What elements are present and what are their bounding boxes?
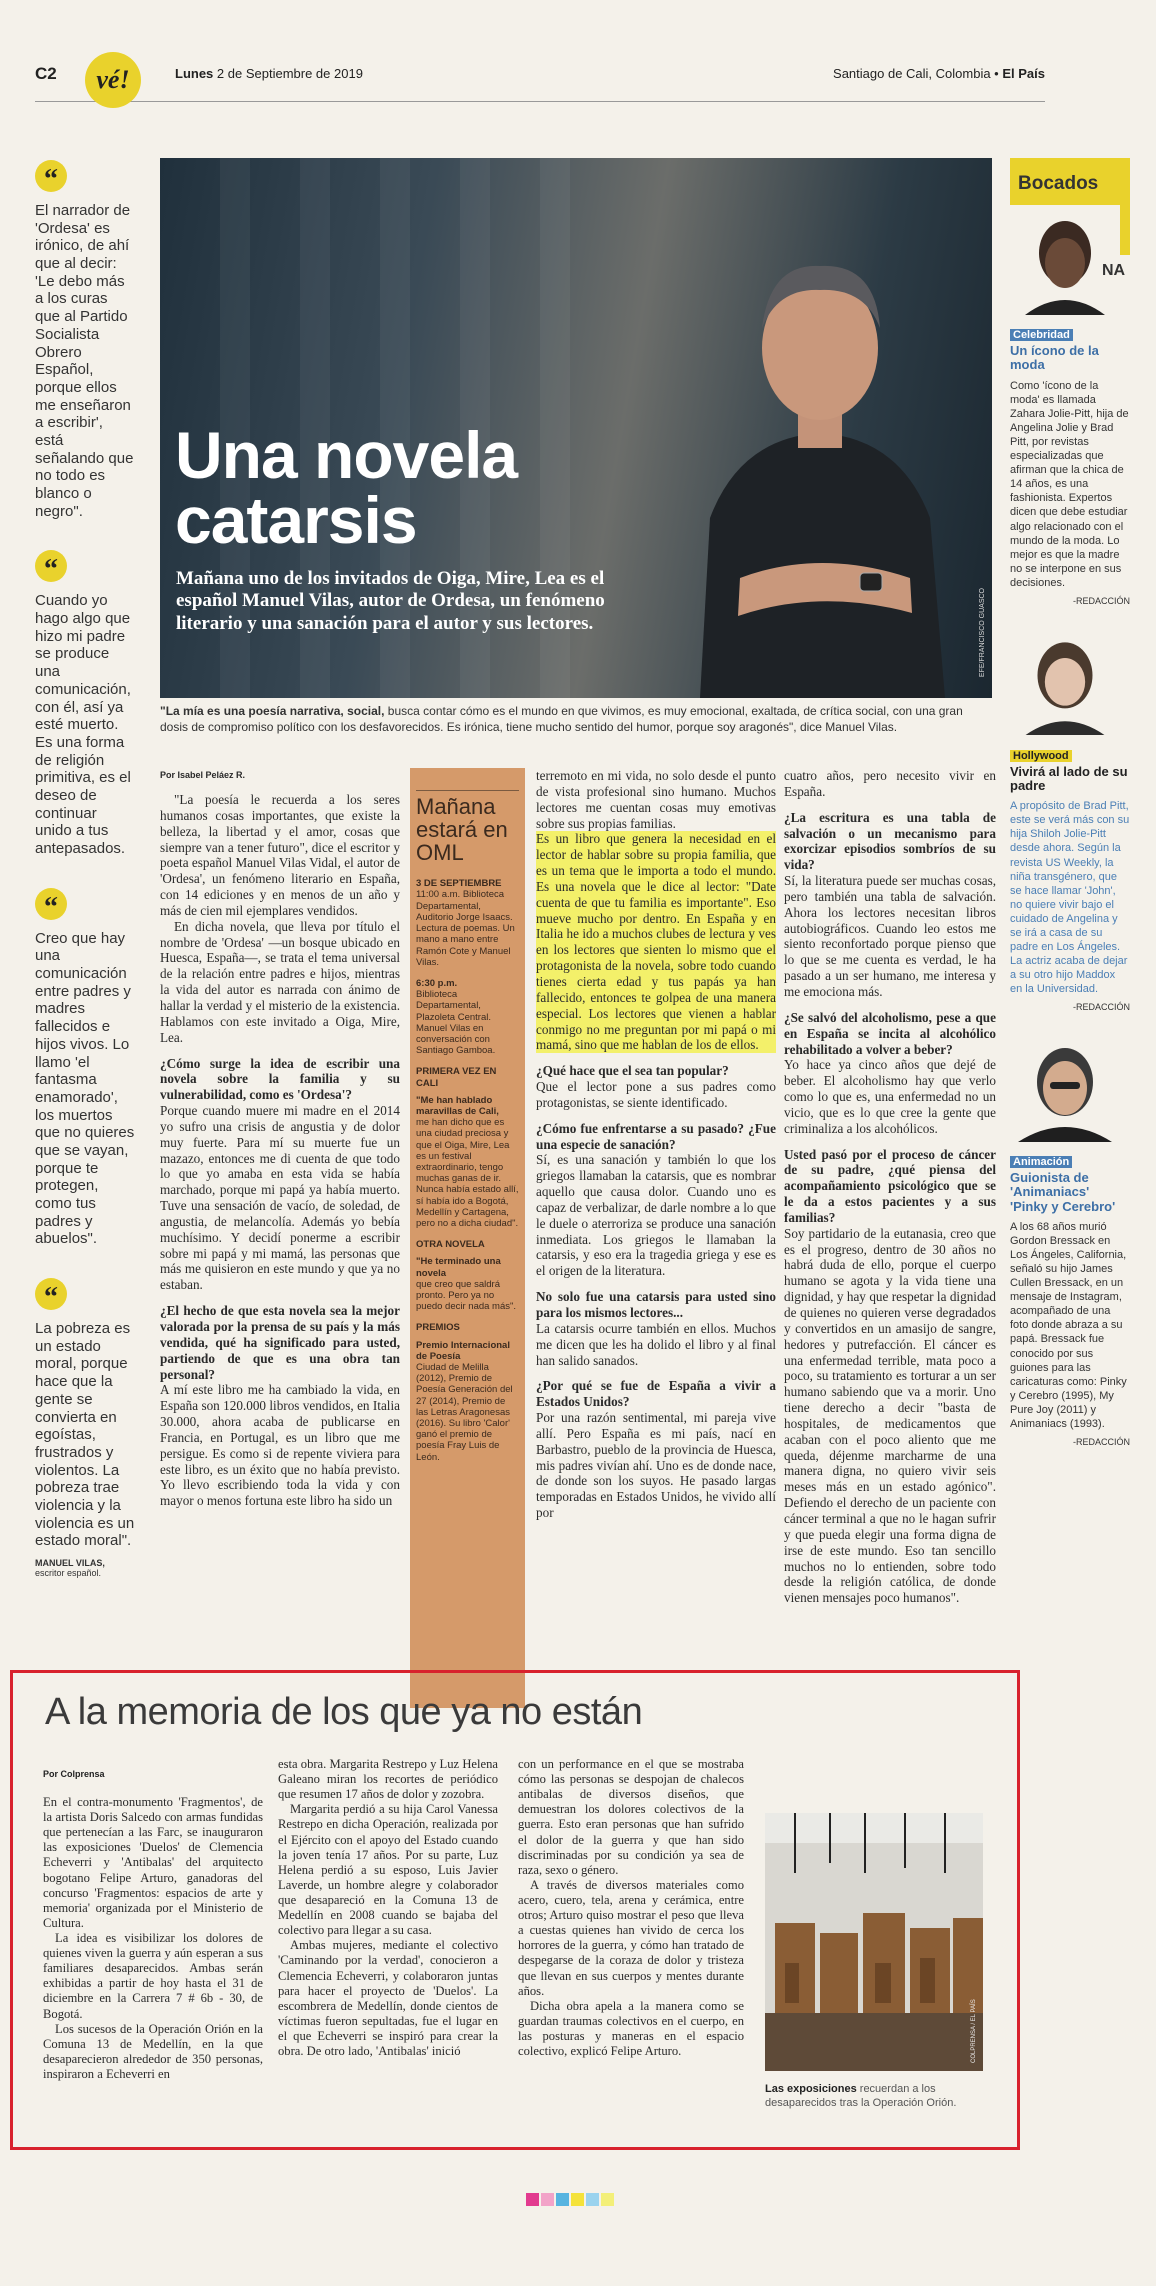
interview-answer: terremoto en mi vida, no solo desde el punto de vista profesional sino humano. Muchos lectores me cuentan cosas muy emotivas sobre sus propias familias. bbox=[536, 768, 776, 831]
celebrity-photo bbox=[1010, 205, 1126, 315]
secondary-column-1: En el contra-monumento 'Fragmentos', de la artista Doris Salcedo con armas fundidas que pertenecían a las Farc, se inauguraron las exposiciones 'Duelos' de Clemencia Echeverri y 'Antibalas' del arquitecto bogotano Felipe Arturo, ganadoras del concurso 'Fragmentos: espacios de arte y memoria' organizada por el Ministerio de Cultura. La idea es visibilizar los dolores de quienes viven la guerra y aún esperan a sus familiares desaparecidos. Ambas serán exhibidas a partir de hoy hasta el 31 de diciembre en la Carrera 7 # 6b - 30, de Bogotá. Los sucesos de la Operación Orión en la Comuna 13 de Medellín, en la que desaparecieron alrededor de 350 personas, inspiraron a Echeverri en bbox=[43, 1795, 263, 2081]
pull-quote: “ Creo que hay una comunicación entre padres y madres fallecidos e hijos vivos. Lo llamo 'el fantasma enamorado', los muertos que no quieres que se vayan, porque te protegen, como tus padres y abuelos". bbox=[35, 888, 135, 1248]
photo-credit: EFE/FRANCISCO GUASCO bbox=[979, 588, 986, 678]
article-column-2 bbox=[536, 768, 776, 1521]
schedule-item-subheading: "Me han hablado maravillas de Cali, bbox=[416, 1094, 499, 1117]
secondary-headline: A la memoria de los que ya no están bbox=[45, 1691, 643, 1733]
interview-answer: Yo hace ya cinco años que dejé de beber. El alcoholismo hay que verlo como lo que es, una enfermedad no un vicio, que es lo que cree la gente que criminaliza a los alcohólicos. bbox=[784, 1057, 996, 1136]
category-tag: Celebridad bbox=[1010, 329, 1073, 341]
sidebar-headline: Vivirá al lado de su padre bbox=[1010, 763, 1128, 793]
registration-swatch bbox=[556, 2193, 569, 2206]
article-column-3 bbox=[784, 768, 996, 1606]
interview-question: ¿Cómo surge la idea de escribir una novela sobre la familia y su vulnerabilidad, como es 'Ordesa'? bbox=[160, 1055, 400, 1103]
interview-answer: cuatro años, pero necesito vivir en España. bbox=[784, 768, 996, 799]
page-number: C2 bbox=[35, 64, 57, 83]
schedule-item-heading: 3 DE SEPTIEMBRE bbox=[416, 878, 502, 890]
quote-mark-icon: “ bbox=[35, 550, 67, 582]
article-column-1 bbox=[160, 770, 400, 1509]
pull-quotes-column bbox=[35, 160, 135, 1578]
headline: Una novela catarsis bbox=[175, 418, 518, 557]
quote-mark-icon: “ bbox=[35, 160, 67, 192]
pull-quote: “ La pobreza es un estado moral, porque hace que la gente se convierta en egoístas, frustrados y violentos. La pobreza trae violencia y la violencia es un estado moral". MANUEL VILAS, escritor español. bbox=[35, 1278, 135, 1578]
paragraph: "La poesía le recuerda a los seres humanos cosas importantes, que existe la belleza, la libertad y el amor, cosas que siempre van a tener futuro", dice el escritor y poeta español Manuel Vilas Vidal, el autor de 'Ordesa', un fenómeno literario en España, con 14 ediciones y en menos de un año y más de cien mil ejemplares vendidos. bbox=[160, 792, 400, 918]
sidebar-headline: Un ícono de la moda bbox=[1010, 343, 1099, 373]
interview-answer: Sí, la literatura puede ser muchas cosas, pero también una tabla de salvación. Ahora los lectores necesitan libros autobiográficos. Cuando leo estos me siento reconfortado porque pienso que lo que se me cuenta es verdad, le ha pasado a un ser humano, me interesa y me emociona más. bbox=[784, 873, 996, 999]
sidebar-headline: Guionista de 'Animaniacs' 'Pinky y Cerebro' bbox=[1010, 1169, 1116, 1214]
category-tag: Animación bbox=[1010, 1156, 1072, 1168]
schedule-item-heading: PREMIOS bbox=[416, 1322, 460, 1334]
byline: Por Isabel Peláez R. bbox=[160, 770, 246, 780]
exhibition-photo bbox=[765, 1813, 983, 2071]
registration-swatch bbox=[571, 2193, 584, 2206]
schedule-item-body: 11:00 a.m. Biblioteca Departamental, Auditorio Jorge Isaacs. Lectura de poemas. Un mano a mano entre Ramón Cote y Manuel Vilas. bbox=[416, 889, 515, 968]
sidebar-item: Celebridad Un ícono de la moda Como 'ícono de la moda' es llamada Zahara Jolie-Pitt, hija de Angelina Jolie y Brad Pitt, por revistas especializadas que afirman que la chica de 14 años, es una fashionista. Expertos dicen que debe estudiar algo relacionado con el mundo de la moda. Lo mejor es que la madre no se interpone en sus decisiones. -REDACCIÓN bbox=[1010, 329, 1130, 606]
credit: -REDACCIÓN bbox=[1072, 595, 1130, 606]
interview-answer: A mí este libro me ha cambiado la vida, en España son 120.000 libros vendidos, en Italia 30.000, ahora acaba de publicarse en Francia, en Portugal, es un libro que me persigue. Es como si de repente viviera para este libro, es un éxito que no había previsto. Yo llevo escribiendo toda la vida y con mayor o menos fortuna este libro ha sido un bbox=[160, 1382, 400, 1509]
schedule-item-subheading: "He terminado una novela bbox=[416, 1256, 501, 1279]
child-photo bbox=[1010, 625, 1120, 735]
schedule-title: Mañana estará en OML bbox=[416, 790, 519, 864]
schedule-item-heading: OTRA NOVELA bbox=[416, 1239, 485, 1251]
registration-swatch bbox=[586, 2193, 599, 2206]
schedule-item-body: Ciudad de Melilla (2012), Premio de Poesía Generación del 27 (2014), Premio de las Letras Aragonesas (2016). Su libro 'Calor' ganó el premio de poesía Fray Luis de León. bbox=[416, 1362, 513, 1463]
newspaper-location: Santiago de Cali, Colombia • El País bbox=[833, 66, 1045, 81]
pull-quote: “ Cuando yo hago algo que hizo mi padre se produce una comunicación, con él, así ya esté muerto. Es una forma de religión primitiva, es el deseo de continuar unido a tus antepasados. bbox=[35, 550, 135, 857]
sidebar-item: Animación Guionista de 'Animaniacs' 'Pinky y Cerebro' A los 68 años murió Gordon Bressack en Los Ángeles, California, señaló su hijo James Cullen Bressack, en un mensaje de Instagram, acompañado de una foto donde abraza a su papá. Bressack fue conocido por sus guiones para las caricaturas como: Pinky y Cerebro (1995), My Pure Joy (2011) y Animaniacs (1993). -REDACCIÓN bbox=[1010, 1155, 1130, 1448]
author-portrait-icon bbox=[680, 218, 960, 698]
secondary-column-2: esta obra. Margarita Restrepo y Luz Helena Galeano miran los recortes de periódico que resumen 17 años de dolor y zozobra. Margarita perdió a su hija Carol Vanessa Restrepo en dicha Operación, realizada por el Ejército con el apoyo del Estado cuando la joven tenía 17 años. Por su parte, Luz Helena perdió a su esposo, Luis Javier Laverde, un hombre alegre y colaborador que desapareció en la Comuna 13 de Medellín en 2008 cuando se bajaba del colectivo para llegar a su casa. Ambas mujeres, mediante el colectivo 'Caminando por la verdad', conocieron a Clemencia Echeverri, y colaboraron juntas para hacer el proyecto de 'Duelos'. La escombrera de Medellín, donde cientos de víctimas fueron sepultadas, fue el lugar en el que Echeverri se inspiró para crear la obra. De otro lado, 'Antibalas' inició bbox=[278, 1757, 498, 2059]
interview-question: ¿Qué hace que el sea tan popular? bbox=[536, 1063, 729, 1079]
svg-text:COLPRENSA / EL PAÍS: COLPRENSA / EL PAÍS bbox=[971, 1999, 977, 2063]
interview-question: ¿Por qué se fue de España a vivir a Estados Unidos? bbox=[536, 1378, 776, 1410]
secondary-byline: Por Colprensa bbox=[43, 1769, 105, 1779]
ve-logo: vé! bbox=[85, 52, 141, 108]
registration-swatch bbox=[541, 2193, 554, 2206]
pull-quote: “ El narrador de 'Ordesa' es irónico, de ahí que al decir: 'Le debo más a los curas que al Partido Socialista Obrero Español, porque ellos me enseñaron a escribir', está señalando que no todo es blanco o negro". bbox=[35, 160, 135, 520]
schedule-item bbox=[416, 878, 519, 968]
schedule-item-heading: 6:30 p.m. bbox=[416, 977, 458, 989]
exhibition-caption: Las exposiciones recuerdan a los desaparecidos tras la Operación Orión. bbox=[765, 2083, 957, 2109]
interview-question: ¿La escritura es una tabla de salvación o un mecanismo para exorcizar episodios sombríos de su vida? bbox=[784, 809, 996, 873]
paragraph: En dicha novela, que lleva por título el nombre de 'Ordesa' —un bosque ubicado en Huesca, España—, se trata el tema universal de la relación entre padres e hijos, mientras la vida del autor es narrada con ánimo de hallar la verdad y el misterio de la existencia. Hablamos con este invitado a Oiga, Mire, Lea. bbox=[160, 918, 400, 1045]
schedule-item-subheading: Premio Internacional de Poesía bbox=[416, 1339, 510, 1362]
issue-date: Lunes 2 de Septiembre de 2019 bbox=[175, 66, 363, 81]
quote-mark-icon: “ bbox=[35, 1278, 67, 1310]
page-header bbox=[35, 52, 1045, 102]
interview-question: ¿Se salvó del alcoholismo, pese a que en España se incita al alcohólico rehabilitado a volver a beber? bbox=[784, 1009, 996, 1057]
interview-answer: Porque cuando muere mi madre en el 2014 yo sufro una crisis de angustia y de dolor muy fuerte. Para mí su muerte fue un mazazo, entonces me di cuenta de que todo lo que yo amaba en esta vida se había marchado, porque mi papá ya había muerto. Tuve una sensación de vacío, de soledad, de angustia, de melancolía. Además yo bebía muchísimo. Y decidí ponerme a escribir sobre mi papá y mi mamá, las personas que más me quisieron en este mundo y que ya no estaban. bbox=[160, 1103, 400, 1293]
credit: -REDACCIÓN bbox=[1072, 1002, 1130, 1013]
sidebar-item: Hollywood Vivirá al lado de su padre A propósito de Brad Pitt, este se verá más con su hija Shiloh Jolie-Pitt desde ahora. Según la revista US Weekly, la niña transgénero, que se hace llamar 'John', no quiere vivir bajo el cuidado de Angelina y se irá a casa de su padre en Los Ángeles. La actriz acaba de dejar a su otro hijo Maddox en la Universidad. -REDACCIÓN bbox=[1010, 749, 1130, 1013]
deck: Mañana uno de los invitados de Oiga, Mire, Lea es el español Manuel Vilas, autor de Ordesa, un fenómeno literario y una sanación para el autor y sus lectores. bbox=[176, 568, 605, 634]
category-tag: Hollywood bbox=[1010, 750, 1072, 762]
interview-question: Usted pasó por el proceso de cáncer de su padre, ¿qué piensa del acompañamiento psicológico que se le da a estos pacientes y a sus familias? bbox=[784, 1146, 996, 1225]
interview-question: ¿El hecho de que esta novela sea la mejor valorada por la prensa de su país y la más vendida, qué ha significado para usted, partiendo de que es una obra tan personal? bbox=[160, 1303, 400, 1382]
interview-answer: La catarsis ocurre también en ellos. Muchos me dicen que les ha dolido el libro y al final han salido sanados. bbox=[536, 1320, 776, 1368]
secondary-column-3: con un performance en el que se mostraba cómo las personas se despojan de chalecos antibalas de diversos diseños, que demuestran los dolores colectivos de la guerra. Esto eran personas que han sufrido el dolor de la guerra y que han sido discriminadas por su condición ya sea de raza, sexo o género. A través de diversos materiales como acero, cuero, tela, arena y cerámica, entre otros; Arturo quiso mostrar el peso que lleva a cuestas quienes han vivido de cerca los horrores de la guerra, y cómo han tratado de despegarse de la coraza de dolor y tristeza que llevan en sus cuerpos y mentes durante años. Dicha obra apela a la manera como se guardan traumas colectivos en el cuerpo, en las posturas y maneras en el espacio colectivo, explicó Felipe Arturo. bbox=[518, 1757, 744, 2059]
svg-text:NA: NA bbox=[1102, 262, 1126, 279]
schedule-item bbox=[416, 978, 519, 1056]
interview-question: ¿Cómo fue enfrentarse a su pasado? ¿Fue una especie de sanación? bbox=[536, 1120, 776, 1152]
quote-signature: MANUEL VILAS, escritor español. bbox=[35, 1558, 105, 1578]
highlighted-passage: Es un libro que genera la necesidad en el lector de hablar sobre su propia familia, que es un tema que le importa a todo el mundo. Es una novela que le dice al lector: "Date cuenta de que tu familia es importante". Eso mueve mucho por dentro. En España y en Italia he ido a muchos clubes de lectura y ves en los lectores que sienten lo mismo que el protagonista de la novela, sobre todo cuando tienes cierta edad y tus papás ya han fallecido, entonces te golpea de una manera especial. Los lectores que vienen a hablar conmigo no me preguntan por mi papá o mi mamá, sino que me hablan de los de ellos. bbox=[536, 831, 776, 1053]
interview-answer: Soy partidario de la eutanasia, creo que es el progreso, dentro de 30 años no habrá duda de ello, porque el cuerpo humano se agota y la vida tiene una dignidad, y hay que respetar la dignidad de quienes no quieren verse degradados y convertidos en un amasijo de sangre, hedores y putrefacción. El cáncer es una enfermedad terrible, mata poco a poco, su tratamiento es torturar a un ser humano sabiendo que va a morir. Uno tiene derecho a decir "basta de hospitales, de medicamentos que acaban con el poco aliento que me queda, déjenme marcharme de una manera digna, no quiero vivir seis meses más en un estado agónico". Defiendo el derecho de un paciente con cáncer terminal a que no le hagan sufrir y que pueda elegir una forma digna de irse de este mundo. Eso tan sencillo muchos no lo entienden, sobre todo desde la religión católica, de donde vienen mensajes poco humanos". bbox=[784, 1225, 996, 1606]
interview-answer: Sí, es una sanación y también lo que los griegos llamaban la catarsis, que es nombrar aquello que causa dolor. Cuando uno es capaz de verbalizar, de darle nombre a lo que le duele o aterroriza se produce una sanación inmediata. Los griegos le llamaban la catarsis, y eso era la tragedia griega y ese es el origen de la literatura. bbox=[536, 1152, 776, 1279]
schedule-box bbox=[410, 768, 525, 1708]
credit: -REDACCIÓN bbox=[1072, 1437, 1130, 1448]
schedule-item bbox=[416, 1239, 519, 1312]
hero-photo bbox=[160, 158, 992, 698]
photo-caption: "La mía es una poesía narrativa, social, busca contar cómo es el mundo en que vivimos, es muy emocional, exaltada, de crítica social, con una gran dosis de compromiso político con los desfavorecidos. Es irónica, tiene mucho sentido del humor, porque soy aragonés", dice Manuel Vilas. bbox=[160, 704, 963, 734]
schedule-item-heading: PRIMERA VEZ EN CALI bbox=[416, 1066, 497, 1089]
secondary-article bbox=[10, 1670, 1020, 2150]
registration-swatch bbox=[526, 2193, 539, 2206]
writer-photo bbox=[1010, 1032, 1120, 1142]
schedule-item-body: Biblioteca Departamental, Plazoleta Central. Manuel Vilas en conversación con Santiago Gamboa. bbox=[416, 989, 496, 1057]
quote-mark-icon: “ bbox=[35, 888, 67, 920]
schedule-item-body: me han dicho que es una ciudad preciosa y que el Oiga, Mire, Lea es un festival extraordinario, tengo muchas ganas de ir. Nunca había estado allí, sí había ido a Bogotá, Medellín y Cartagena, pero no a dicha ciudad". bbox=[416, 1117, 519, 1229]
schedule-item bbox=[416, 1322, 519, 1462]
schedule-item-body: que creo que saldrá pronto. Pero ya no puedo decir nada más". bbox=[416, 1278, 517, 1313]
exhibition-photo-icon bbox=[765, 1813, 983, 2071]
interview-answer: Por una razón sentimental, mi pareja vive allí. Pero España es mi país, nací en Barbastro, pueblo de la provincia de Huesca, mis padres vivían ahí. Uno es de donde nace, de donde son los suyos. He pasado largas temporadas en Estados Unidos, he vivido allí por bbox=[536, 1410, 776, 1521]
sidebar-bocados bbox=[1010, 158, 1130, 1467]
sidebar-title: Bocados bbox=[1010, 158, 1130, 255]
interview-question: No solo fue una catarsis para usted sino para los mismos lectores... bbox=[536, 1289, 776, 1320]
interview-answer: Que el lector pone a sus padres como protagonistas, se siente identificado. bbox=[536, 1079, 776, 1110]
registration-swatch bbox=[601, 2193, 614, 2206]
schedule-item bbox=[416, 1066, 519, 1229]
